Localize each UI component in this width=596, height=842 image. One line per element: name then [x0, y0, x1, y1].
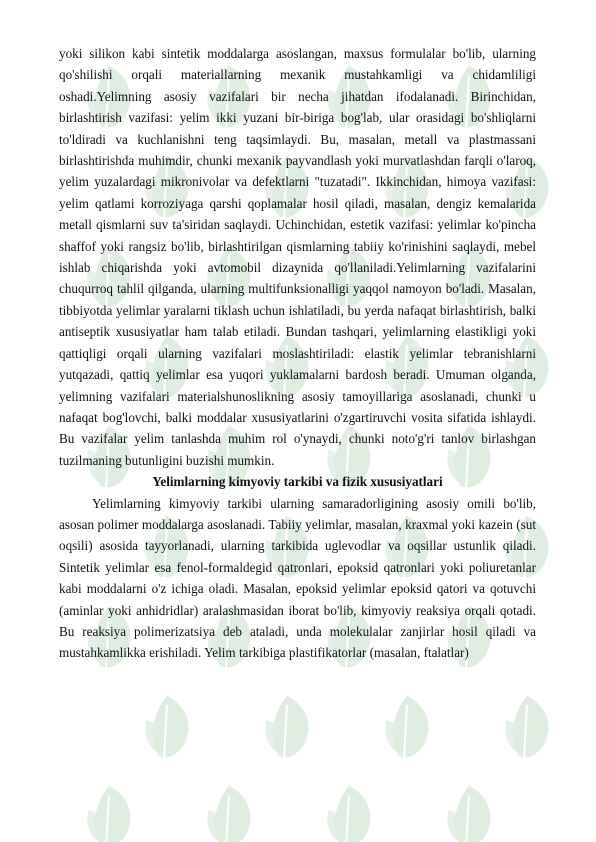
section-heading: Yelimlarning kimyoviy tarkibi va fizik xususiyatlari — [152, 474, 443, 490]
leaf-watermark-icon — [192, 780, 266, 842]
leaf-watermark-icon — [72, 780, 146, 842]
leaf-watermark-icon — [130, 690, 204, 764]
leaf-watermark-icon — [432, 780, 506, 842]
page-content — [59, 43, 536, 664]
leaf-watermark-icon — [250, 690, 324, 764]
body-paragraph: Yelimlarning kimyoviy tarkibi ularning samaradorligining asosiy omili bo'lib, asosan polimer moddalarga asoslanadi. Tabiiy yelimlar, masalan, kraxmal yoki kazein (sut oqsili) asosida tayyorlanadi, ularning tarkibida uglevodlar va oqsillar ustunlik qiladi. Sintetik yelimlar esa fenol-formaldegid qatronlari, epoksid qatronlari yoki poliuretanlar kabi moddalarni o'z ichiga oladi. Masalan, epoksid yelimlar epoksid qatori va qotuvchi (aminlar yoki anhidridlar) aralashmasidan iborat bo'lib, kimyoviy reaksiya orqali qotadi. Bu reaksiya polimerizatsiya deb ataladi, unda molekulalar zanjirlar hosil qiladi va mustahkamlikka erishiladi. Yelim tarkibiga plastifikatorlar (masalan, ftalatlar) — [59, 495, 536, 661]
leaf-watermark-icon — [312, 780, 386, 842]
body-paragraph: yoki silikon kabi sintetik moddalarga asoslangan, maxsus formulalar bo'lib, ularning qo'shilishi orqali materiallarning mexanik mustahkamligi va chidamliligi oshadi.Yelimning asosiy vazifalari bir necha jihatdan ifodalanadi. Birinchidan, birlashtirish vazifasi: yelim ikki yuzani bir-biriga bog'lab, ular orasidagi bo'shliqlarni to'ldiradi va kuchlanishni teng taqsimlaydi. Bu, masalan, metall va plastmassani birlashtirishda muhimdir, chunki mexanik payvandlash yoki murvatlashdan farqli o'laroq, yelim yuzalardagi mikronivolar va defektlarni "tuzatadi". Ikkinchidan, himoya vazifasi: yelim qatlami korroziyaga qarshi qoplamalar hosil qiladi, masalan, dengiz kemalarida metall qismlarni suv ta'siridan saqlaydi. Uchinchidan, estetik vazifasi: yelimlar ko'pincha shaffof yoki rangsiz bo'lib, birlashtirilgan qismlarning tabiiy ko'rinishini saqlaydi, mebel ishlab chiqarishda yoki avtomobil dizaynida qo'llaniladi.Yelimlarning vazifalarini chuqurroq tahlil qilganda, ularning multifunksionalligi yaqqol namoyon bo'ladi. Masalan, tibbiyotda yelimlar yaralarni tiklash uchun ishlatiladi, bu yerda nafaqat birlashtirish, balki antiseptik xususiyatlar ham talab etiladi. Bundan tashqari, yelimlarning elastikligi yoki qattiqligi orqali ularning vazifalari moslashtiriladi: elastik yelimlar tebranishlarni yutqazadi, qattiq yelimlar esa yuqori yuklamalarni bardosh beradi. Umuman olganda, yelimning vazifalari materialshunoslikning asosiy tamoyillariga asoslanadi, chunki u nafaqat bog'lovchi, balki moddalar xususiyatlarini o'zgartiruvchi vosita sifatida ishlaydi. Bu vazifalar yelim tanlashda muhim rol o'ynaydi, chunki noto'g'ri tanlov birlashgan tuzilmaning butunligini buzishi mumkin. — [59, 46, 536, 468]
leaf-watermark-icon — [370, 690, 444, 764]
leaf-watermark-icon — [490, 690, 564, 764]
